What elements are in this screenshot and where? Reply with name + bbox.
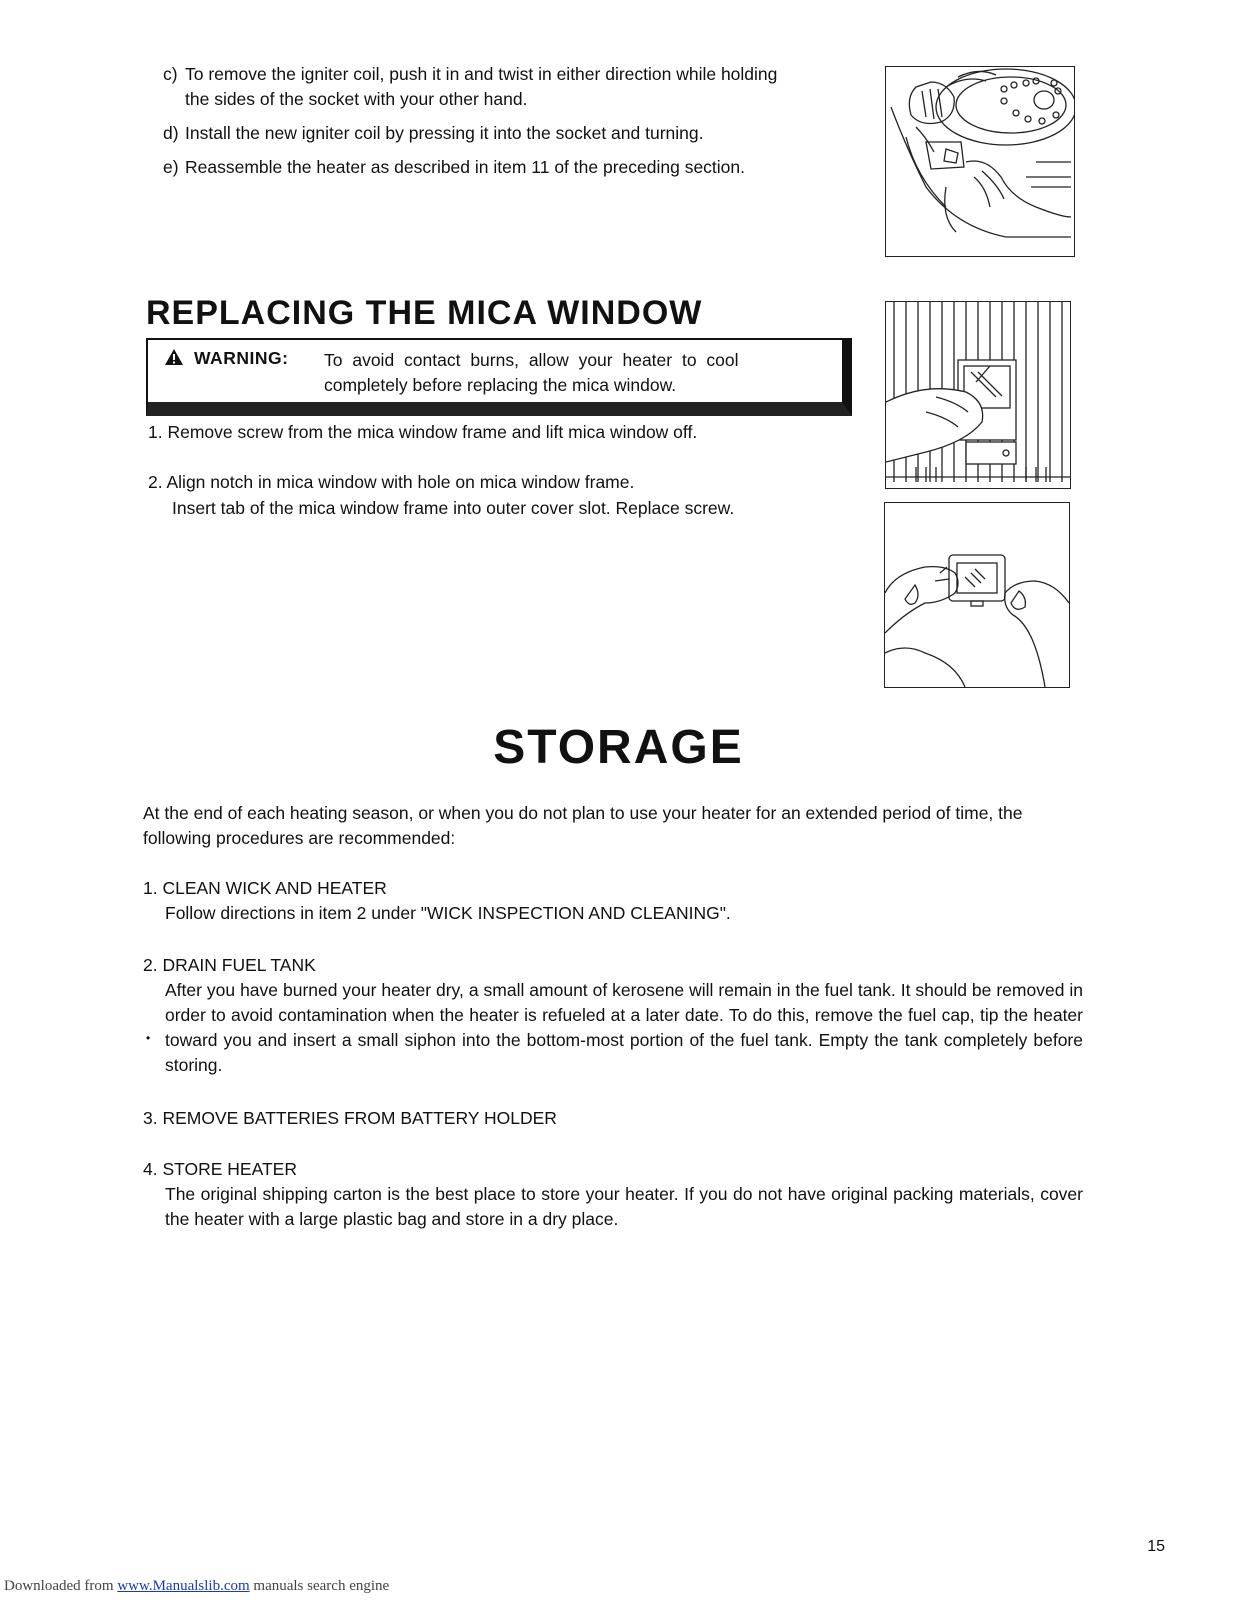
step-label: c) [163,64,178,84]
step-text: Install the new igniter coil by pressing it into the socket and turning. [185,123,704,143]
igniter-coil-illustration [885,66,1075,257]
igniter-step-e [163,155,863,180]
igniter-coil-drawing [886,67,1074,256]
warning-text-line1: To avoid contact burns, allow your heater to cool [324,350,739,370]
igniter-step-d [163,121,863,146]
download-footer [4,1578,389,1595]
mica-step-2-line2: Insert tab of the mica window frame into outer cover slot. Replace screw. [172,498,735,518]
storage-item-1 [143,876,1083,926]
warning-triangle-icon [164,348,184,371]
storage-item-2 [143,953,1083,1078]
storage-item-body: The original shipping carton is the best place to store your heater. If you do not have original packing materials, cover the heater with a large plastic bag and store in a dry place. [165,1184,1083,1229]
storage-item-body: After you have burned your heater dry, a small amount of kerosene will remain in the fuel tank. It should be removed in order to avoid contamination when the heater is refueled at a later date. To do this, remove the fuel cap, tip the heater toward you and insert a small siphon into the bottom-most portion of the fuel tank. Empty the tank completely before storing. [165,980,1083,1075]
footer-suffix: manuals search engine [249,1578,390,1594]
step-text: Reassemble the heater as described in item 11 of the preceding section. [185,157,745,177]
storage-intro: At the end of each heating season, or when you do not plan to use your heater for an extended period of time, the following procedures are recommended: [143,803,1023,848]
storage-item-heading: 3. REMOVE BATTERIES FROM BATTERY HOLDER [143,1108,557,1128]
mica-window-install-illustration [884,502,1070,688]
page-number: 15 [1147,1538,1165,1555]
warning-box [146,338,852,416]
mica-window-hands-drawing [885,503,1069,687]
step-label: e) [163,157,179,177]
storage-heading: STORAGE [493,721,744,774]
mica-window-removal-illustration [885,301,1071,489]
mica-step-2-line1: 2. Align notch in mica window with hole on mica window frame. [148,472,635,492]
warning-label: WARNING: [194,348,289,368]
step-label: d) [163,123,179,143]
heater-grille-drawing [886,302,1070,488]
step-text: To remove the igniter coil, push it in and twist in either direction while holding [185,64,778,84]
warning-text-line2: completely before replacing the mica window. [324,375,677,395]
footer-prefix: Downloaded from [4,1578,118,1594]
manualslib-link[interactable]: www.Manualslib.com [117,1578,250,1594]
mica-step-1: 1. Remove screw from the mica window frame and lift mica window off. [148,422,698,442]
storage-item-4 [143,1157,1083,1232]
storage-item-heading: 1. CLEAN WICK AND HEATER [143,878,387,898]
storage-item-3 [143,1106,1083,1131]
step-text: the sides of the socket with your other hand. [185,89,528,109]
storage-item-heading: 4. STORE HEATER [143,1159,297,1179]
mica-section-heading: REPLACING THE MICA WINDOW [146,294,703,332]
storage-item-heading: 2. DRAIN FUEL TANK [143,955,316,975]
igniter-step-c [163,62,863,112]
storage-item-body: Follow directions in item 2 under "WICK INSPECTION AND CLEANING". [165,903,731,923]
margin-mark: • [146,1031,151,1045]
